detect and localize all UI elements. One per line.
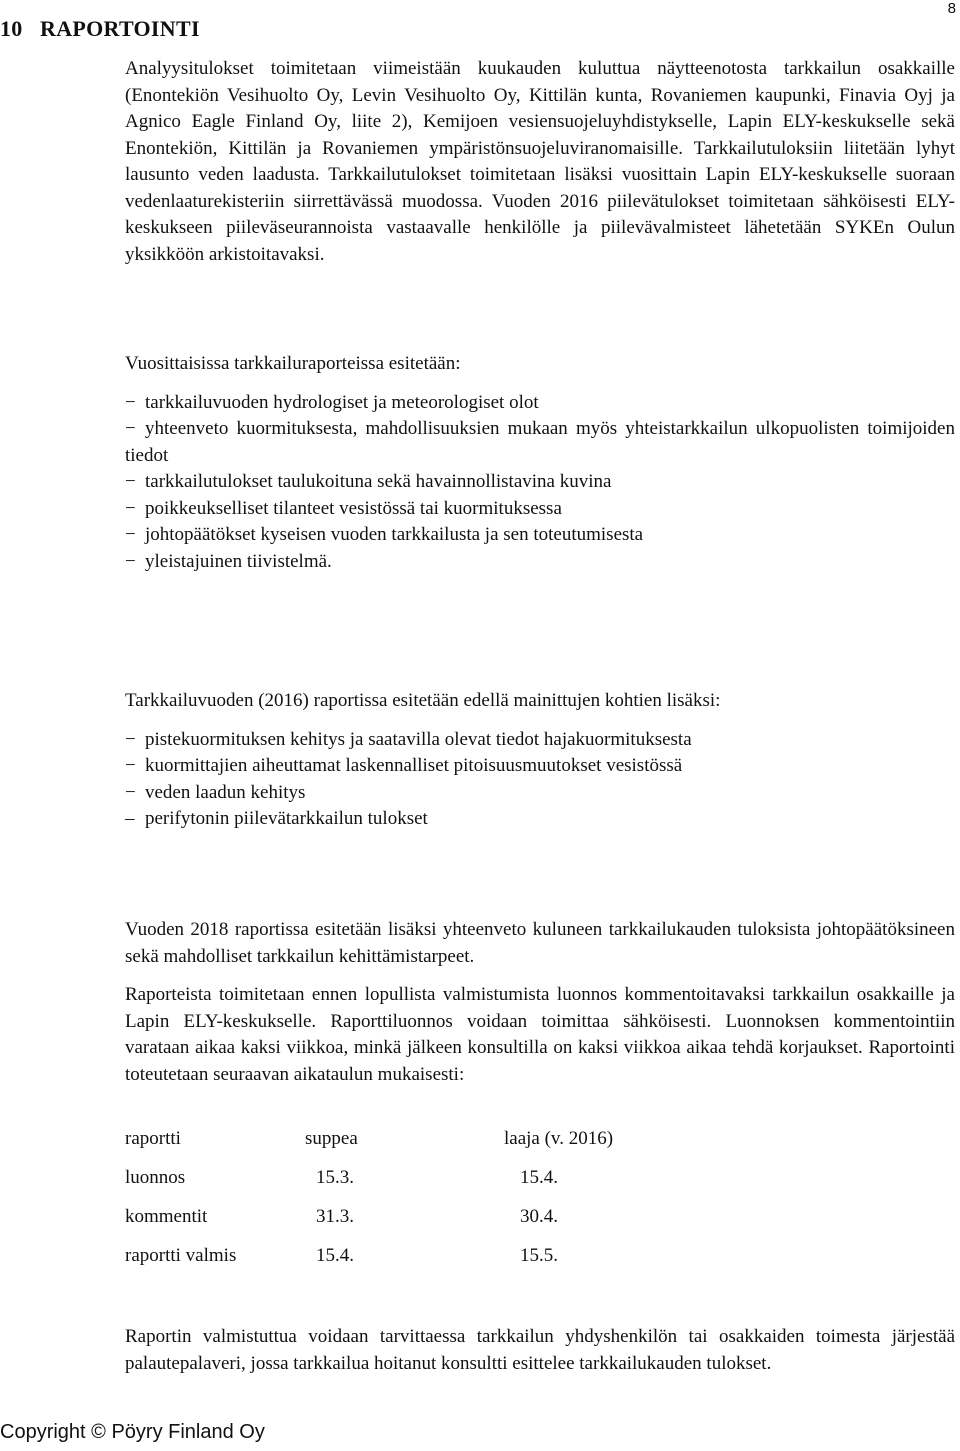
intro-section — [125, 56, 955, 268]
closing-paragraph: Raportin valmistuttua voidaan tarvittaessa tarkkailun yhdyshenkilön tai osakkaiden toimesta järjestää palautepalaveri, jossa tarkkailua hoitanut konsultti esittelee tarkkailukauden tulokset. — [125, 1326, 955, 1374]
table-cell: raportti valmis — [125, 1245, 237, 1266]
dash-bullet: – — [125, 808, 135, 829]
annual-reports-list — [125, 390, 955, 576]
table-row — [125, 1206, 613, 1245]
report-2016-section — [125, 688, 955, 833]
report-2016-list — [125, 727, 955, 833]
header-cell: suppea — [305, 1128, 358, 1149]
footer-copyright: Copyright © Pöyry Finland Oy — [0, 1421, 265, 1443]
dash-bullet: − — [125, 497, 136, 519]
annual-reports-title: Vuosittaisissa tarkkailuraporteissa esitetään: — [125, 353, 461, 374]
table-cell: luonnos — [125, 1167, 186, 1188]
header-cell: raportti — [125, 1128, 181, 1149]
draft-process-paragraph: Raporteista toimitetaan ennen lopullista valmistumista luonnos kommentoitavaksi tarkkailun osakkaille ja Lapin ELY-keskukselle. Raporttiluonnos voidaan toimittaa sähköisesti. Luonnoksen kommentointiin varataan aikaa kaksi viikkoa, minkä jälkeen konsultilla on kaksi viikkoa aikaa tehdä korjaukset. Raportointi toteutetaan seuraavan aikataulun mukaisesti: — [125, 984, 955, 1085]
table-cell: 15.4. — [316, 1245, 354, 1266]
list-item: − veden laadun kehitys — [125, 780, 955, 807]
list-item: − poikkeukselliset tilanteet vesistössä tai kuormituksessa — [125, 496, 955, 523]
header-cell: laaja (v. 2016) — [504, 1128, 614, 1149]
dash-bullet: − — [125, 550, 136, 572]
table-cell: 15.5. — [520, 1245, 558, 1266]
report-2018-paragraph: Vuoden 2018 raportissa esitetään lisäksi yhteenveto kuluneen tarkkailukauden tuloksista johtopäätöksineen sekä mahdolliset tarkkailun kehittämistarpeet. — [125, 919, 955, 967]
dash-bullet: − — [125, 524, 136, 545]
list-item: − pistekuormituksen kehitys ja saatavilla olevat tiedot hajakuormituksesta — [125, 727, 955, 754]
table-cell: 15.4. — [520, 1167, 558, 1188]
list-item: − tarkkailutulokset taulukoituna sekä havainnollistavina kuvina — [125, 469, 955, 496]
intro-paragraph: Analyysitulokset toimitetaan viimeistään kuukauden kuluttua näytteenotosta tarkkailun osakkaille (Enontekiön Vesihuolto Oy, Levin Vesihuolto Oy, Kittilän kunta, Rovaniemen kaupunki, Finavia Oyj ja Agnico Eagle Finland Oy, liite 2), Kemijoen vesiensuojeluyhdistykselle, Lapin ELY-keskukselle sekä Enontekiön, Kittilän ja Rovaniemen ympäristönsuojeluviranomaisille. Tarkkailutuloksiin liitetään lyhyt lausunto veden laadusta. Tarkkailutulokset toimitetaan lisäksi vuosittain Lapin ELY-keskukselle suoraan vedenlaaturekisteriin siirrettävässä muodossa. Vuoden 2016 piilevätulokset toimitetaan sähköisesti ELY-keskukseen piileväseurannoista vastaavalle henkilölle ja piilevävalmisteet lähetetään SYKEn Oulun yksikköön arkistoitavaksi. — [125, 58, 955, 265]
list-item: − kuormittajien aiheuttamat laskennalliset pitoisuusmuutokset vesistössä — [125, 753, 955, 780]
table-cell: 31.3. — [316, 1206, 354, 1227]
section-title: RAPORTOINTI — [40, 16, 200, 41]
list-item: − yhteenveto kuormituksesta, mahdollisuuksien mukaan myös yhteistarkkailun ulkopuolisten toimijoiden tiedot — [125, 418, 955, 466]
page-number: 8 — [947, 0, 956, 17]
annual-reports-section — [125, 351, 955, 575]
list-item: − johtopäätökset kyseisen vuoden tarkkailusta ja sen toteutumisesta — [125, 522, 955, 549]
report-2016-title: Tarkkailuvuoden (2016) raportissa esitetään edellä mainittujen kohtien lisäksi: — [125, 690, 721, 711]
table-row — [125, 1245, 613, 1284]
dash-bullet: − — [125, 471, 136, 492]
schedule-table — [125, 1128, 613, 1284]
dash-bullet: − — [125, 728, 136, 750]
list-item: – perifytonin piilevätarkkailun tulokset — [125, 806, 955, 833]
section-heading — [0, 16, 200, 42]
list-item: − tarkkailuvuoden hydrologiset ja meteorologiset olot — [125, 390, 955, 417]
report-process-section — [125, 917, 955, 1100]
table-cell: kommentit — [125, 1206, 208, 1227]
dash-bullet: − — [125, 755, 136, 776]
table-row — [125, 1167, 613, 1206]
dash-bullet: − — [125, 391, 136, 413]
table-header-row — [125, 1128, 613, 1167]
list-item: − yleistajuinen tiivistelmä. — [125, 549, 955, 576]
dash-bullet: − — [125, 781, 136, 803]
dash-bullet: − — [125, 418, 136, 439]
table-cell: 30.4. — [520, 1206, 558, 1227]
section-number: 10 — [0, 16, 23, 41]
table-cell: 15.3. — [316, 1167, 354, 1188]
